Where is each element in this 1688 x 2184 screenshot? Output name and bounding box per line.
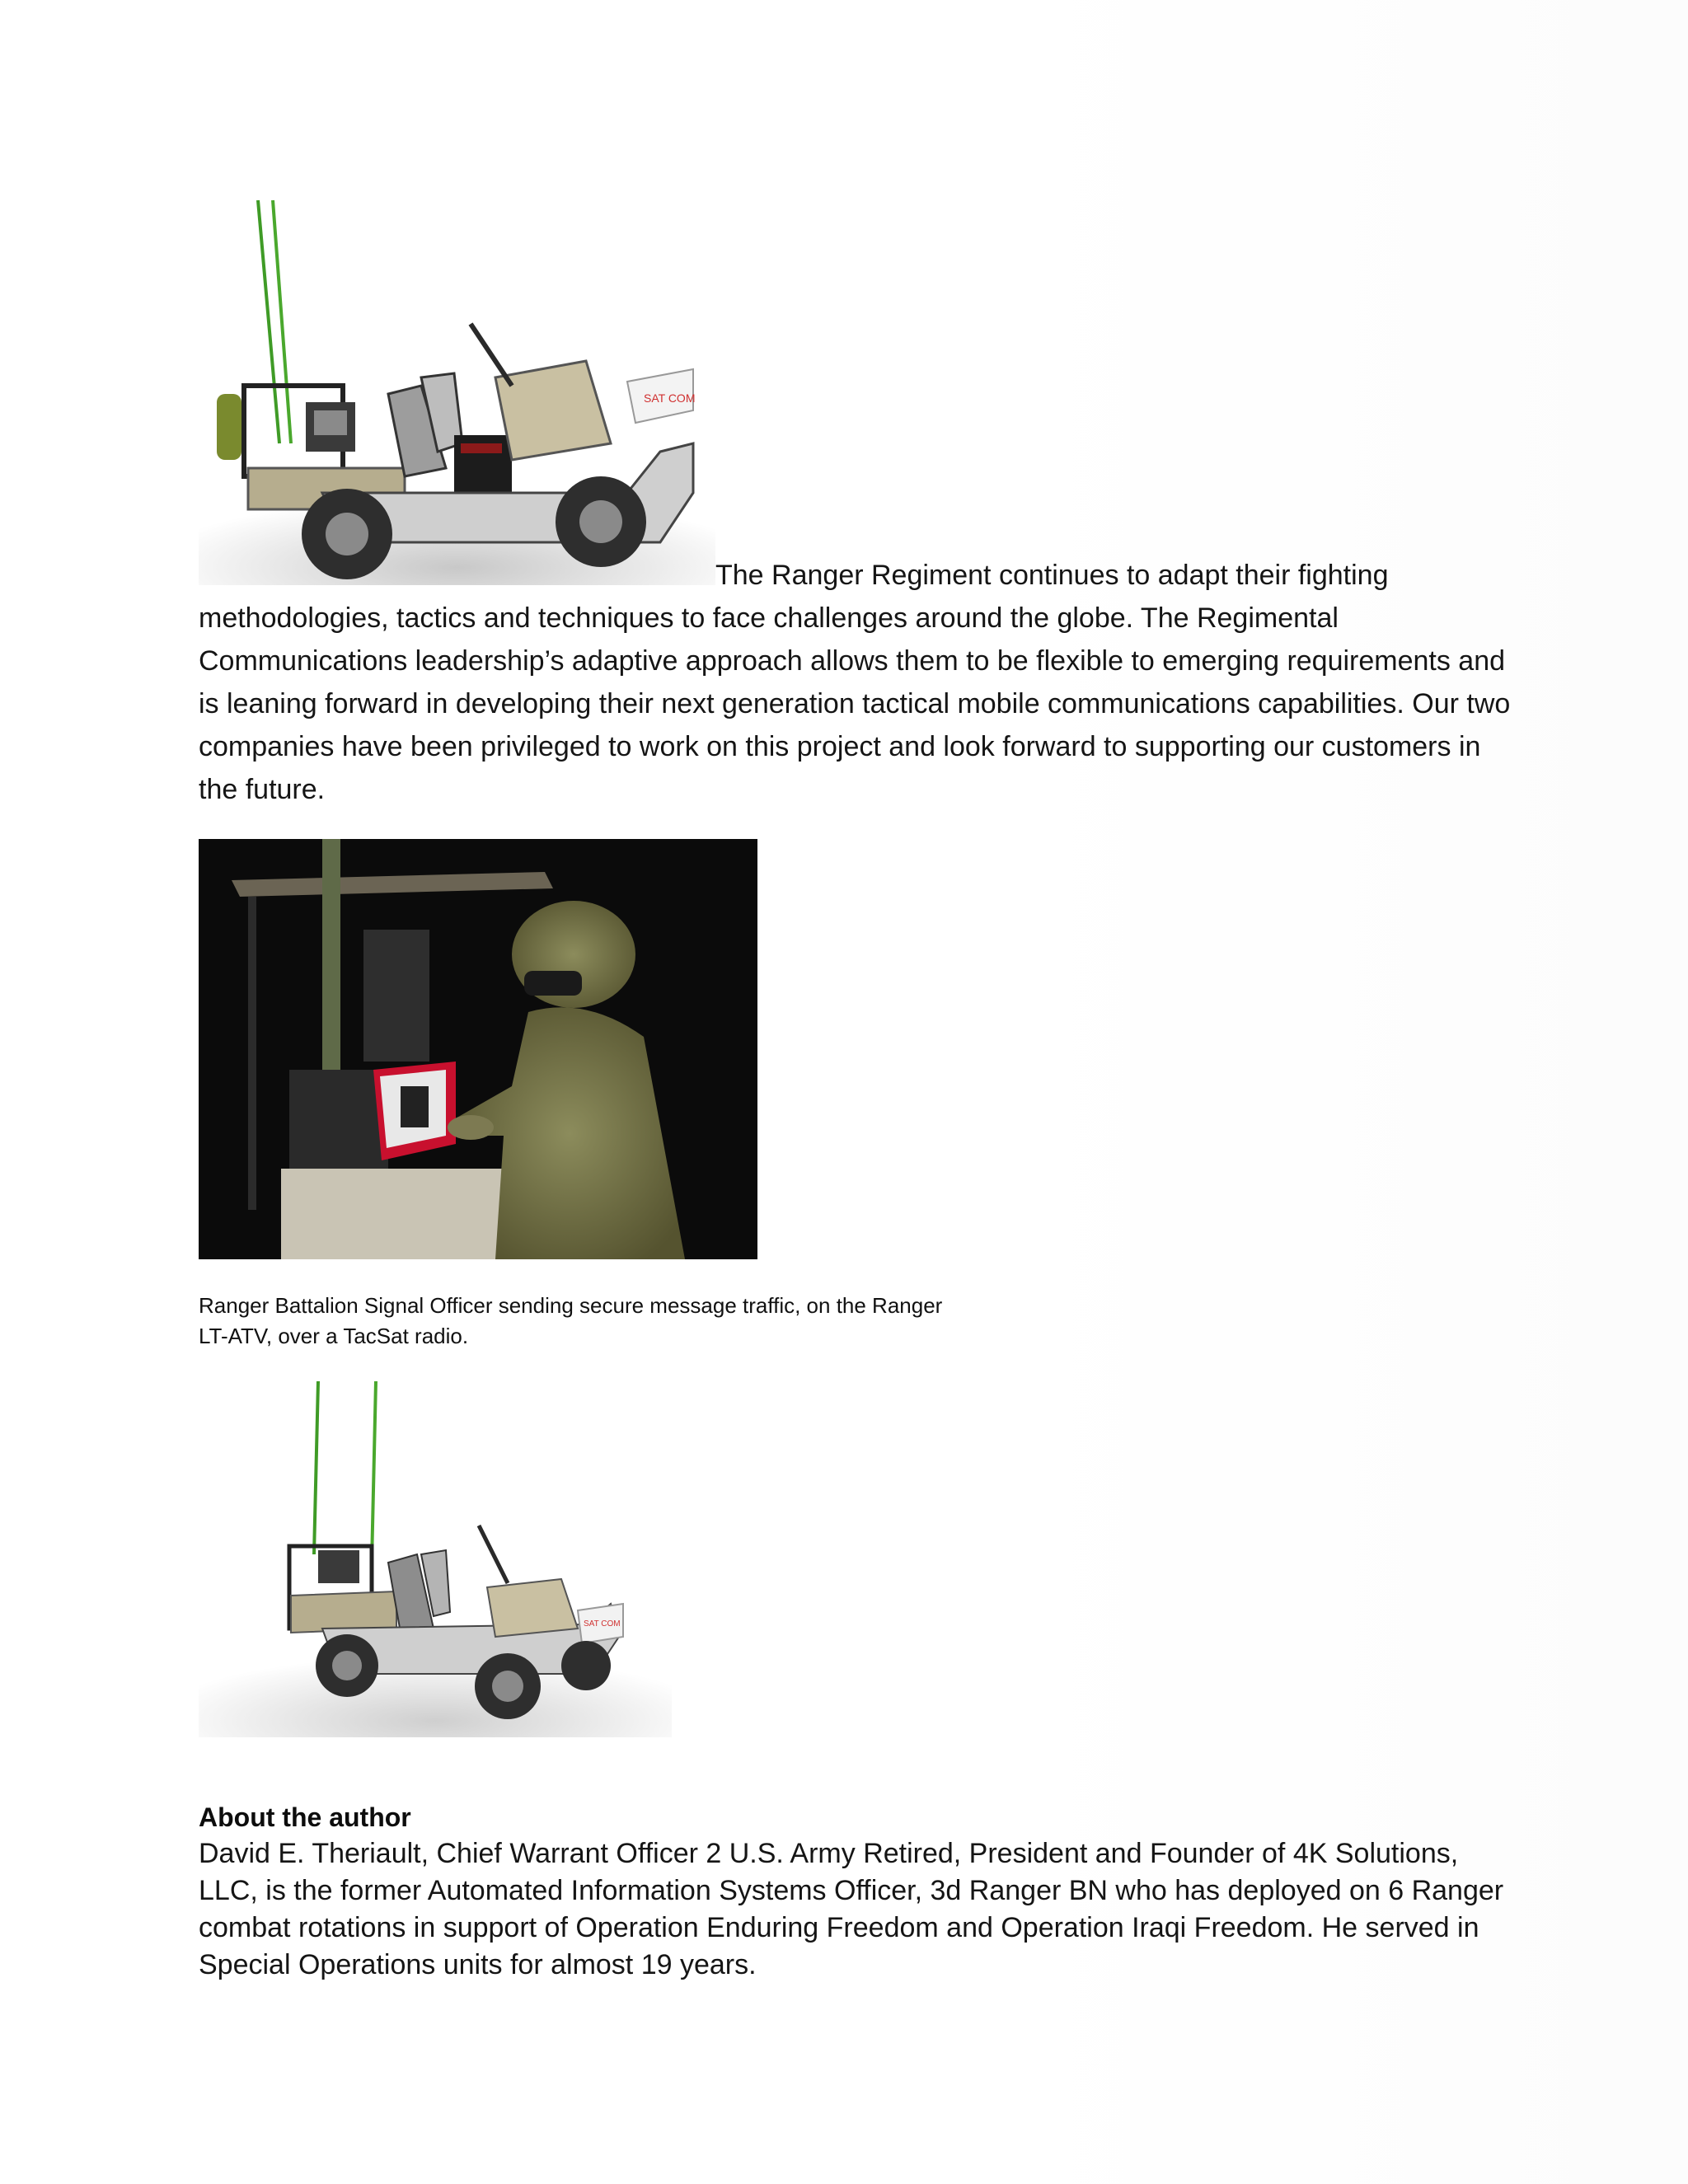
atv-render-image-bottom — [199, 1381, 672, 1737]
soldier-photo-image — [199, 839, 757, 1259]
intro-paragraph-first-line: The Ranger Regiment continues to adapt their fighting — [715, 560, 1389, 591]
author-section-heading: About the author — [199, 1802, 411, 1832]
caption-line-2: LT-ATV, over a TacSat radio. — [199, 1324, 469, 1348]
svg-text:SAT COM: SAT COM — [584, 1619, 621, 1629]
svg-text:SAT COM: SAT COM — [644, 391, 696, 405]
intro-paragraph: methodologies, tactics and techniques to face challenges around the globe. The Regimental Communications leadership’s adaptive approach allows them to be flexible to emerging requirements and is leaning forward in developing their next generation tactical mobile communications capabilities. Our two companies have been privileged to work on this project and look forward to supporting our customers in the future. — [199, 602, 1511, 805]
atv-render-image-top — [199, 196, 715, 585]
author-bio-paragraph: David E. Theriault, Chief Warrant Officer 2 U.S. Army Retired, President and Founder of 4K Solutions, LLC, is the former Automated Information Systems Officer, 3d Ranger BN who has deployed on 6 Ranger combat rotations in support of Operation Enduring Freedom and Operation Iraqi Freedom. He served in Special Operations units for almost 19 years. — [199, 1838, 1504, 1980]
photo-caption — [199, 1291, 1039, 1352]
caption-line-1: Ranger Battalion Signal Officer sending secure message traffic, on the Ranger — [199, 1293, 943, 1318]
